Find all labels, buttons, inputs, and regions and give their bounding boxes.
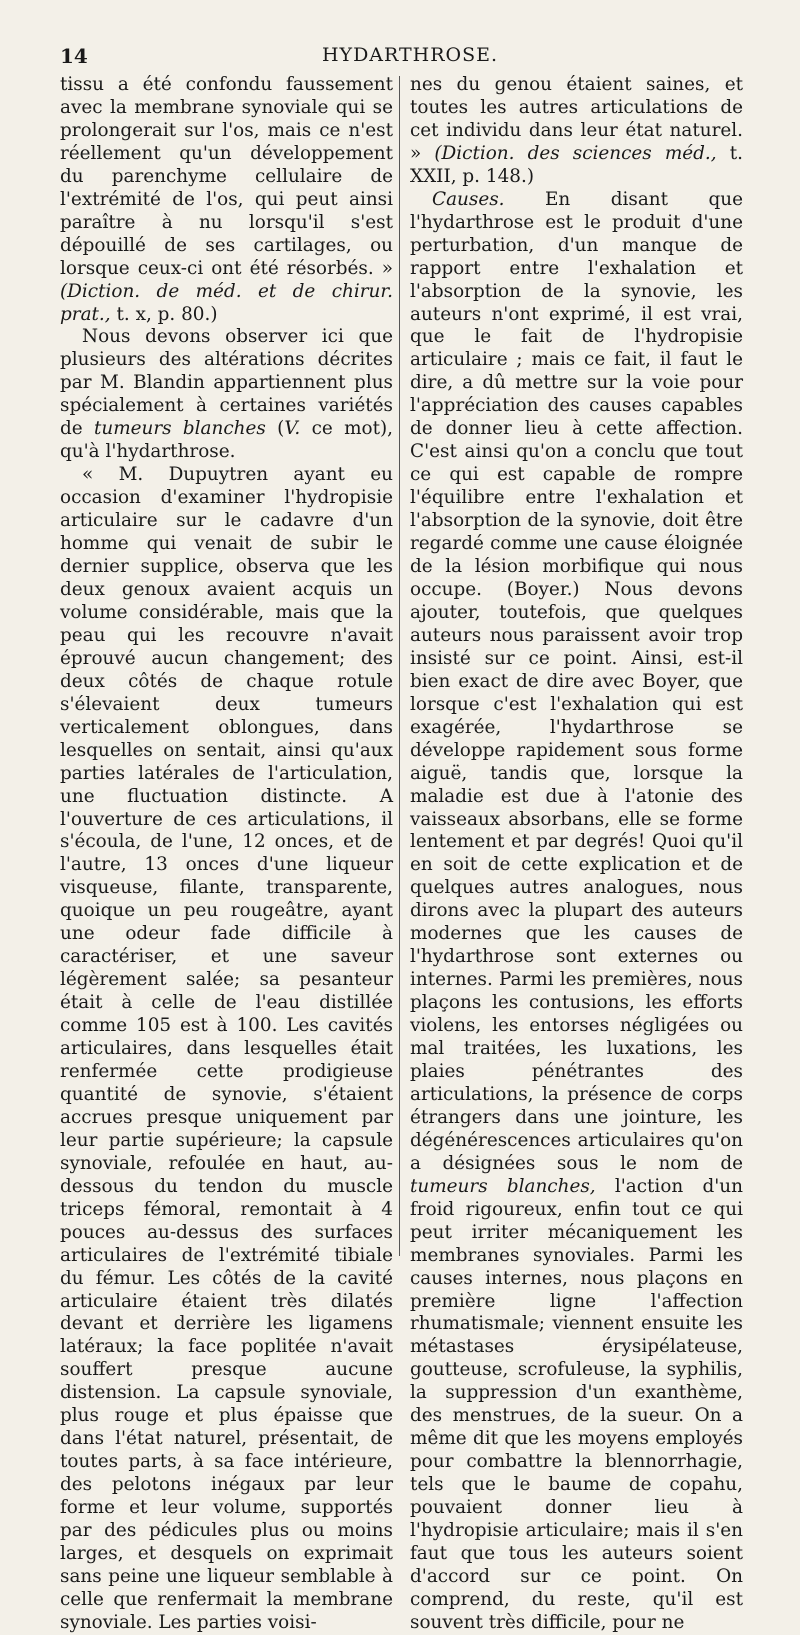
right-p2-text: En disant que l'hydarthrose est le produit d'une perturbation, d'un manque de rapport entre l'exhalation et l'absorption de la synovie, les auteurs n'ont exprimé, il est vrai, que le fait de l'hydropisie articulaire ; mais ce fait, il faut le dire, a dû mettre sur la voie pour l'appréciation des causes capables de donner lieu à cette affection. C'est ainsi qu'on a conclu que tout ce qui est capable de rompre l'équilibre entre l'exhalation et l'absorption de la synovie, doit être regardé comme une cause éloignée de la lésion morbifique qui nous occupe. (Boyer.) Nous devons ajouter, toutefois, que quelques auteurs nous paraissent avoir trop insisté sur ce point. Ainsi, est-il bien exact de dire avec Boyer, que lorsque c'est l'exhalation qui est exagérée, l'hydarthrose se développe rapidement sous forme aiguë, tandis que, lorsque la maladie est due à l'atonie des vaisseaux absorbans, elle se forme lentement et par degrés! Quoi qu'il en soit de cette explication et de quelques autres analogues, nous dirons avec la plupart des auteurs modernes que les causes de l'hydarthrose sont externes ou internes. Parmi les premières, nous plaçons les contusions, les efforts violens, les entorses négligées ou mal traitées, les luxations, les plaies pénétrantes des articulations, la présence de corps étrangers dans une jointure, les dégénérescences articulaires qu'on a désignées sous le nom de [410,188,743,1174]
left-p2-italic: tumeurs blanches [93,418,266,440]
right-paragraph-1 [410,74,743,189]
left-p2-paren: ( [277,418,285,440]
left-paragraph-2 [60,326,393,464]
left-p2-text-c: ce mot), qu'à l'hydarthrose. [60,418,393,463]
running-title: HYDARTHROSE. [321,44,499,66]
left-p1-text: tissu a été confondu faussement avec la membrane synoviale qui se prolongerait sur l'os, mais ce n'est réellement qu'un développement du parenchyme cellulaire de l'extrémité de l'os, qui peut ainsi paraître à nu lorsqu'il s'est dépouillé de ses cartilages, ou lorsque ceux-ci ont été résorbés. » [60,74,393,279]
left-p1-reference: t. x, p. 80.) [116,303,218,325]
right-p1-reference: t. XXII, p. 148.) [410,142,743,187]
left-p2-see: V. [284,418,301,440]
left-paragraph-1 [60,74,393,326]
page-header [60,44,760,70]
left-paragraph-3: « M. Dupuytren ayant eu occasion d'examiner l'hydropisie articulaire sur le cadavre d'un homme qui venait de subir le dernier supplice, observa que les deux genoux avaient acquis un volume considérable, mais que la peau qui les recouvre n'avait éprouvé aucun changement; des deux côtés de chaque rotule s'élevaient deux tumeurs verticalement oblongues, dans lesquelles on sentait, ainsi qu'aux parties latérales de l'articulation, une fluctuation distincte. A l'ouverture de ces articulations, il s'écoula, de l'une, 12 onces, et de l'autre, 13 onces d'une liqueur visqueuse, filante, transparente, quoique un peu rougeâtre, ayant une odeur fade difficile à caractériser, et une saveur légèrement salée; sa pesanteur était à celle de l'eau distillée comme 105 est à 100. Les cavités articulaires, dans lesquelles était renfermée cette prodigieuse quantité de synovie, s'étaient accrues presque uniquement par leur partie supérieure; la capsule synoviale, refoulée en haut, au-dessous du tendon du muscle triceps fémoral, remontait à 4 pouces au-dessus des surfaces articulaires de l'extrémité tibiale du fémur. Les côtés de la cavité articulaire étaient très dilatés devant et derrière les ligamens latéraux; la face poplitée n'avait souffert presque aucune distension. La capsule synoviale, plus rouge et plus épaisse que dans l'état naturel, présentait, de toutes parts, à sa face intérieure, des pelotons inégaux par leur forme et leur volume, supportés par des pédicules plus ou moins larges, et desquels on exprimait sans peine une liqueur semblable à celle que renfermait la membrane synoviale. Les parties voisi- [60,464,393,1633]
right-p2-text-b: l'action d'un froid rigoureux, enfin tout ce qui peut irriter mécaniquement les membranes synoviales. Parmi les causes internes, nous plaçons en première ligne l'affection rhumatismale; viennent ensuite les métastases érysipélateuse, goutteuse, scrofuleuse, la syphilis, la suppression d'un exanthème, des menstrues, de la sueur. On a même dit que les moyens employés pour combattre la blennorrhagie, tels que le baume de copahu, pouvaient donner lieu à l'hydropisie articulaire; mais il s'en faut que tous les auteurs soient d'accord sur ce point. On comprend, du reste, qu'il est souvent très difficile, pour ne [410,1175,743,1633]
left-column [60,74,393,1635]
right-p1-text: nes du genou étaient saines, et toutes les autres articulations de cet individu dans leur état naturel. » [410,74,743,164]
right-p2-italic: tumeurs blanches, [410,1175,596,1197]
right-p1-citation: (Diction. des sciences méd., [434,142,717,164]
column-divider [399,76,400,1256]
right-paragraph-2 [410,189,743,1635]
causes-label: Causes. [432,188,505,210]
left-p1-citation: (Diction. de méd. et de chirur. prat., [60,280,393,325]
right-column [410,74,743,1635]
left-p2-text-a: Nous devons observer ici que plusieurs des altérations décrites par M. Blandin appartiennent plus spécialement à certaines variétés de [60,326,393,440]
page-number: 14 [60,44,88,68]
